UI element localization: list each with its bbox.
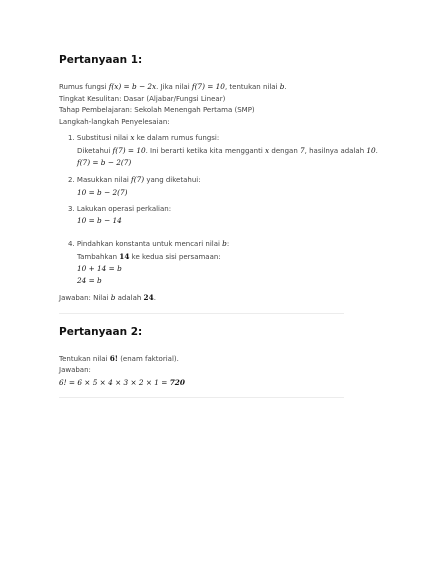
divider (59, 313, 344, 314)
math: x (265, 145, 270, 155)
step-1-description (77, 145, 389, 158)
math: 14 (119, 251, 130, 261)
question-1 (59, 54, 389, 314)
text: ke kedua sisi persamaan: (129, 252, 221, 261)
text: ke dalam rumus fungsi: (134, 134, 220, 142)
text: , hasilnya adalah (304, 146, 367, 155)
math-var: x (130, 133, 135, 142)
math-var: b (222, 239, 227, 248)
text: Diketahui (77, 146, 113, 155)
q2-problem-statement (59, 353, 389, 366)
q2-answer-label: Jawaban: (59, 366, 91, 374)
text: yang diketahui: (144, 176, 201, 184)
math: 7 (299, 145, 305, 155)
step-2-equation: 10 = b − 2(7) (77, 187, 128, 197)
math-var: b (279, 82, 285, 91)
text: 2. Masukkan nilai (68, 176, 132, 184)
step-2 (68, 174, 389, 199)
math: f(7) (131, 175, 145, 184)
text: . (284, 83, 287, 91)
q1-answer (59, 292, 389, 305)
q1-difficulty: Tingkat Kesulitan: Dasar (Aljabar/Fungsi Linear) (59, 94, 226, 103)
text: . Jika nilai (156, 83, 192, 91)
step-4-body (68, 251, 389, 288)
question-2-title: Pertanyaan 2: (59, 325, 143, 338)
step-4-equation-1: 10 + 14 = b (77, 264, 122, 273)
step-3 (68, 204, 389, 228)
math: f(7) = 10 (112, 145, 146, 155)
step-1 (68, 132, 389, 169)
step-4-equation-2: 24 = b (77, 276, 102, 285)
text: . (153, 294, 156, 302)
step-2-title (68, 174, 389, 187)
math-function: f(x) = b − 2x (108, 82, 157, 91)
math: 10 (366, 145, 376, 155)
q1-steps-list (59, 132, 389, 287)
text: 4. Pindahkan konstanta untuk mencari nilai (68, 240, 223, 248)
answer-value: 720 (169, 377, 185, 387)
step-1-body (68, 145, 389, 170)
step-2-body (68, 187, 389, 199)
document-content (59, 54, 389, 398)
step-3-title: 3. Lakukan operasi perkalian: (68, 204, 172, 213)
step-4 (68, 238, 389, 287)
text: Tentukan nilai (59, 354, 110, 363)
math-given: f(7) = 10 (191, 82, 225, 91)
text: (enam faktorial). (117, 354, 179, 363)
text: Jawaban: Nilai (59, 294, 111, 302)
text: dengan (269, 146, 300, 155)
q1-problem-statement (59, 81, 389, 94)
q1-steps-heading: Langkah-langkah Penyelesaian: (59, 117, 170, 126)
text: 1. Substitusi nilai (68, 134, 131, 142)
text: . (375, 146, 378, 155)
step-1-equation: f(7) = b − 2(7) (77, 158, 132, 167)
text: adalah (115, 294, 144, 302)
step-3-equation: 10 = b − 14 (77, 216, 122, 225)
math: 6! (109, 353, 118, 363)
step-4-title (68, 238, 389, 251)
q1-stage: Tahap Pembelajaran: Sekolah Menengah Pertama (SMP) (59, 106, 255, 114)
text: : (226, 240, 230, 248)
step-4-description (77, 251, 389, 264)
answer-value: 24 (143, 293, 154, 302)
text: Tambahkan (77, 252, 120, 261)
text: . Ini berarti ketika kita mengganti (145, 146, 266, 155)
math-var: b (110, 293, 116, 302)
step-3-body (68, 215, 389, 227)
math: 6! = 6 × 5 × 4 × 3 × 2 × 1 = (59, 377, 170, 387)
divider (59, 397, 344, 398)
text: Rumus fungsi (59, 83, 109, 91)
step-1-title (68, 132, 389, 145)
text: , tentukan nilai (224, 83, 280, 91)
q2-equation (59, 377, 389, 389)
question-2 (59, 326, 389, 398)
question-1-title: Pertanyaan 1: (59, 54, 143, 66)
